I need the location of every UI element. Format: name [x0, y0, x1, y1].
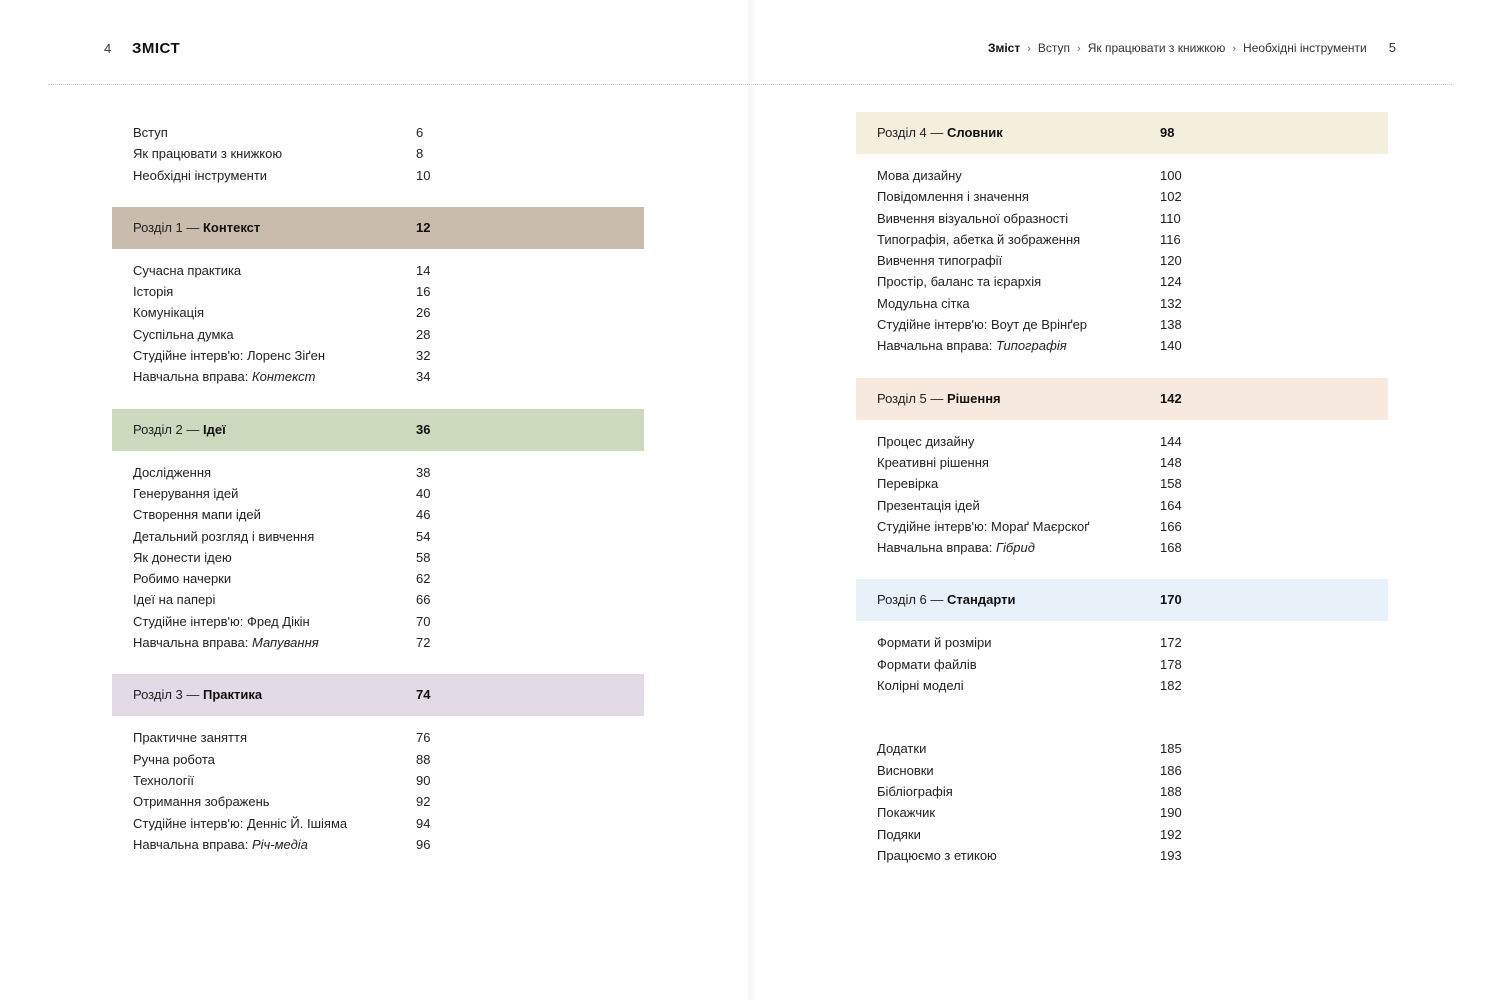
- section-header-band[interactable]: [112, 674, 644, 716]
- toc-entry[interactable]: [112, 302, 644, 323]
- toc-exercise-entry[interactable]: [856, 537, 1388, 558]
- toc-entry-label: [133, 834, 308, 855]
- breadcrumb-item[interactable]: Необхідні інструменти: [1243, 41, 1367, 55]
- toc-entry-page: 38: [416, 464, 431, 480]
- section-name: Практика: [203, 687, 263, 703]
- toc-entry-label: Студійне інтерв'ю: Фред Дікін: [133, 613, 310, 629]
- toc-entry-label: [133, 366, 315, 387]
- toc-entry-label: Як донести ідею: [133, 549, 232, 565]
- section-page: 98: [1160, 125, 1175, 140]
- toc-right-column: [856, 112, 1388, 866]
- toc-entry-page: 34: [416, 369, 431, 385]
- toc-entry-page: 166: [1160, 518, 1182, 534]
- exercise-prefix: Навчальна вправа:: [877, 338, 993, 354]
- toc-exercise-entry[interactable]: [112, 366, 644, 387]
- toc-entry-label: Мова дизайну: [877, 168, 962, 183]
- toc-entry[interactable]: [856, 271, 1388, 292]
- toc-entry[interactable]: [112, 568, 644, 589]
- section-title: [877, 579, 1015, 621]
- toc-entry-page: 28: [416, 326, 431, 342]
- toc-entry-label: Історія: [133, 284, 174, 300]
- toc-entry-page: 62: [416, 571, 431, 587]
- toc-entry[interactable]: [112, 345, 644, 366]
- toc-entry-label: Бібліографія: [877, 783, 953, 799]
- section-name: Словник: [947, 125, 1003, 140]
- section-prefix: Розділ 2 —: [133, 421, 200, 437]
- toc-exercise-entry[interactable]: [112, 834, 644, 855]
- toc-entry-label: Типографія, абетка й зображення: [877, 231, 1081, 247]
- left-page-header: [104, 40, 180, 57]
- exercise-prefix: Навчальна вправа:: [133, 836, 249, 852]
- right-page-number: 5: [1388, 40, 1396, 55]
- toc-entry-page: 32: [416, 348, 431, 364]
- toc-entry[interactable]: [856, 452, 1388, 473]
- section-title: [877, 378, 1001, 420]
- toc-entry-page: 26: [416, 305, 431, 321]
- toc-entry-label: Ідеї на папері: [133, 592, 216, 608]
- toc-entry[interactable]: [112, 791, 644, 812]
- toc-entry-label: Формати й розміри: [877, 635, 992, 651]
- section-prefix: Розділ 5 —: [877, 390, 944, 406]
- toc-entry-label: Сучасна практика: [133, 262, 242, 278]
- toc-entry-page: 185: [1160, 741, 1182, 757]
- toc-entry-page: 90: [416, 772, 431, 788]
- header-divider: [48, 84, 1452, 85]
- toc-entry-label: Покажчик: [877, 805, 936, 821]
- exercise-name: Річ-медіа: [251, 836, 308, 852]
- toc-entry[interactable]: [856, 675, 1388, 696]
- section-name: Контекст: [203, 219, 261, 235]
- section-page: 142: [1160, 390, 1182, 406]
- toc-entry-label: Студійне інтерв'ю: Мораґ Маєрскоґ: [877, 518, 1090, 534]
- toc-entry-label: Висновки: [877, 762, 934, 778]
- section-header-band[interactable]: [856, 112, 1388, 154]
- toc-entry-label: Дослідження: [133, 464, 212, 480]
- toc-entry-label: Простір, баланс та ієрархія: [877, 274, 1042, 290]
- toc-entry[interactable]: [856, 824, 1388, 845]
- toc-entry[interactable]: [112, 462, 644, 483]
- toc-entry-page: 120: [1160, 253, 1182, 269]
- toc-entry-page: 164: [1160, 497, 1182, 513]
- toc-entry-page: 124: [1160, 274, 1182, 290]
- toc-entry-page: 40: [416, 485, 431, 501]
- toc-entry-label: Студійне інтерв'ю: Воут де Врінґер: [877, 317, 1088, 333]
- toc-entry[interactable]: [112, 770, 644, 791]
- toc-entry-page: 88: [416, 751, 431, 767]
- toc-entry-page: 14: [416, 262, 431, 278]
- toc-entry-page: 94: [416, 815, 431, 831]
- toc-entry-page: 76: [416, 730, 431, 746]
- toc-exercise-entry[interactable]: [856, 335, 1388, 356]
- section-prefix: Розділ 6 —: [877, 592, 944, 608]
- toc-entry-label: Процес дизайну: [877, 433, 975, 449]
- toc-entry[interactable]: [856, 165, 1388, 186]
- toc-entry-label: Подяки: [877, 826, 921, 842]
- toc-entry[interactable]: [112, 324, 644, 345]
- toc-exercise-entry[interactable]: [112, 632, 644, 653]
- toc-entry-label: Детальний розгляд і вивчення: [133, 528, 315, 544]
- toc-entry-page: 92: [416, 794, 431, 810]
- toc-entry[interactable]: [112, 504, 644, 525]
- section-page: 36: [416, 421, 431, 437]
- toc-entry-label: [133, 632, 319, 653]
- toc-entry-page: 178: [1160, 656, 1182, 672]
- toc-entry-label: Практичне заняття: [133, 730, 248, 746]
- breadcrumb-separator-icon: ›: [1232, 43, 1237, 55]
- exercise-name: Гібрид: [995, 540, 1035, 556]
- toc-entry-page: 182: [1160, 678, 1182, 694]
- toc-entry-page: 144: [1160, 433, 1182, 449]
- toc-entry-page: 190: [1160, 805, 1182, 821]
- toc-entry-page: 6: [416, 125, 424, 140]
- breadcrumb-item[interactable]: Як працювати з книжкою: [1087, 41, 1226, 55]
- toc-entry-page: 110: [1160, 210, 1181, 226]
- toc-entry-label: Формати файлів: [877, 656, 977, 672]
- toc-entry-page: 102: [1160, 189, 1182, 205]
- toc-entry-page: 192: [1160, 826, 1182, 842]
- section-page: 12: [416, 219, 431, 235]
- toc-entry[interactable]: [856, 738, 1388, 759]
- toc-entry-label: Необхідні інструменти: [133, 167, 268, 183]
- toc-entry[interactable]: [112, 165, 644, 186]
- toc-entry-page: 70: [416, 613, 431, 629]
- toc-entry[interactable]: [856, 802, 1388, 823]
- toc-entry[interactable]: [112, 260, 644, 281]
- toc-entry-page: 188: [1160, 783, 1182, 799]
- toc-entry[interactable]: [112, 122, 644, 143]
- toc-entry-page: 8: [416, 146, 424, 162]
- toc-entry[interactable]: [112, 749, 644, 770]
- toc-entry[interactable]: [856, 314, 1388, 335]
- toc-entry-page: 10: [416, 167, 431, 183]
- toc-entry-page: 138: [1160, 317, 1182, 333]
- right-page-header: [988, 40, 1396, 55]
- toc-entry-page: 58: [416, 549, 431, 565]
- toc-entry-label: Презентація ідей: [877, 497, 980, 513]
- toc-entry-label: Створення мапи ідей: [133, 507, 261, 523]
- toc-entry[interactable]: [112, 281, 644, 302]
- toc-entry[interactable]: [112, 483, 644, 504]
- section-title: [877, 112, 1003, 154]
- toc-entry[interactable]: [856, 431, 1388, 452]
- toc-entry[interactable]: [112, 813, 644, 834]
- exercise-name: Мапування: [251, 635, 319, 651]
- toc-entry-label: Креативні рішення: [877, 454, 989, 470]
- toc-entry[interactable]: [856, 293, 1388, 314]
- section-title: [133, 409, 226, 451]
- toc-entry-page: 158: [1160, 476, 1182, 492]
- section-title: [133, 674, 262, 716]
- toc-entry-page: 148: [1160, 454, 1182, 470]
- section-prefix: Розділ 3 —: [133, 687, 200, 703]
- toc-entry-label: Додатки: [877, 741, 927, 757]
- exercise-name: Контекст: [251, 369, 316, 385]
- toc-entry[interactable]: [856, 473, 1388, 494]
- toc-entry[interactable]: [112, 611, 644, 632]
- exercise-prefix: Навчальна вправа:: [877, 540, 993, 556]
- toc-entry-label: Вивчення візуальної образності: [877, 210, 1069, 226]
- section-page: 74: [416, 687, 431, 703]
- toc-entry-page: 116: [1160, 231, 1181, 247]
- section-name: Стандарти: [947, 592, 1016, 608]
- toc-entry-label: Робимо начерки: [133, 571, 232, 587]
- toc-entry-label: Модульна сітка: [877, 295, 970, 311]
- toc-entry-label: Вступ: [133, 125, 168, 140]
- toc-entry-label: Працюємо з етикою: [877, 847, 997, 863]
- toc-entry-page: 168: [1160, 540, 1182, 556]
- exercise-prefix: Навчальна вправа:: [133, 635, 249, 651]
- toc-entry[interactable]: [856, 760, 1388, 781]
- section-header-band[interactable]: [112, 409, 644, 451]
- toc-entry[interactable]: [856, 186, 1388, 207]
- toc-entry[interactable]: [856, 516, 1388, 537]
- toc-entry[interactable]: [112, 143, 644, 164]
- toc-entry[interactable]: [856, 250, 1388, 271]
- toc-entry-page: 46: [416, 507, 431, 523]
- section-title: [133, 207, 260, 249]
- toc-entry-page: 140: [1160, 338, 1182, 354]
- section-prefix: Розділ 4 —: [877, 125, 944, 140]
- toc-entry[interactable]: [112, 526, 644, 547]
- toc-entry-page: 100: [1160, 168, 1182, 183]
- breadcrumb-separator-icon: ›: [1027, 43, 1031, 55]
- toc-entry-label: Комунікація: [133, 305, 205, 321]
- toc-entry-page: 96: [416, 836, 431, 852]
- toc-entry[interactable]: [856, 632, 1388, 653]
- page-title: ЗМІСТ: [132, 40, 181, 57]
- toc-entry-page: 132: [1160, 295, 1182, 311]
- toc-entry[interactable]: [112, 547, 644, 568]
- toc-entry-label: Студійне інтерв'ю: Денніс Й. Ішіяма: [133, 815, 348, 831]
- toc-entry[interactable]: [856, 781, 1388, 802]
- left-page-number: 4: [104, 41, 112, 56]
- toc-entry-label: Повідомлення і значення: [877, 189, 1029, 205]
- toc-left-column: [112, 122, 644, 876]
- toc-entry-label: Студійне інтерв'ю: Лоренс Зіґен: [133, 348, 326, 364]
- toc-entry-page: 186: [1160, 762, 1182, 778]
- toc-entry-page: 172: [1160, 635, 1182, 651]
- breadcrumb-item[interactable]: Вступ: [1037, 41, 1071, 55]
- toc-entry-label: Суспільна думка: [133, 326, 234, 342]
- toc-entry-label: [877, 537, 1035, 558]
- exercise-prefix: Навчальна вправа:: [133, 369, 249, 385]
- section-prefix: Розділ 1 —: [133, 219, 200, 235]
- toc-entry[interactable]: [112, 727, 644, 748]
- spread-gutter: [744, 0, 756, 1000]
- toc-entry[interactable]: [856, 208, 1388, 229]
- section-header-band[interactable]: [856, 579, 1388, 621]
- toc-entry-label: Колірні моделі: [877, 678, 964, 694]
- breadcrumb-item[interactable]: Зміст: [987, 41, 1021, 55]
- toc-entry-label: Отримання зображень: [133, 794, 270, 810]
- toc-entry[interactable]: [856, 495, 1388, 516]
- toc-entry-label: Технології: [133, 772, 194, 788]
- toc-entry-label: Перевірка: [877, 476, 939, 492]
- toc-entry-page: 16: [416, 284, 431, 300]
- breadcrumb-separator-icon: ›: [1077, 43, 1081, 55]
- toc-entry[interactable]: [112, 589, 644, 610]
- toc-entry-label: Вивчення типографії: [877, 253, 1003, 269]
- section-name: Рішення: [947, 390, 1001, 406]
- toc-entry[interactable]: [856, 845, 1388, 866]
- toc-entry-label: Як працювати з книжкою: [133, 146, 283, 162]
- exercise-name: Типографія: [995, 338, 1067, 354]
- toc-entry-page: 66: [416, 592, 431, 608]
- section-name: Ідеї: [203, 421, 226, 437]
- toc-entry-label: Генерування ідей: [133, 485, 239, 501]
- toc-entry-page: 54: [416, 528, 431, 544]
- toc-entry-label: [877, 335, 1067, 356]
- toc-entry-label: Ручна робота: [133, 751, 215, 767]
- toc-entry-page: 72: [416, 635, 431, 651]
- section-page: 170: [1160, 592, 1182, 608]
- toc-entry-page: 193: [1160, 847, 1182, 863]
- toc-entry[interactable]: [856, 654, 1388, 675]
- section-header-band[interactable]: [112, 207, 644, 249]
- toc-entry[interactable]: [856, 229, 1388, 250]
- section-header-band[interactable]: [856, 378, 1388, 420]
